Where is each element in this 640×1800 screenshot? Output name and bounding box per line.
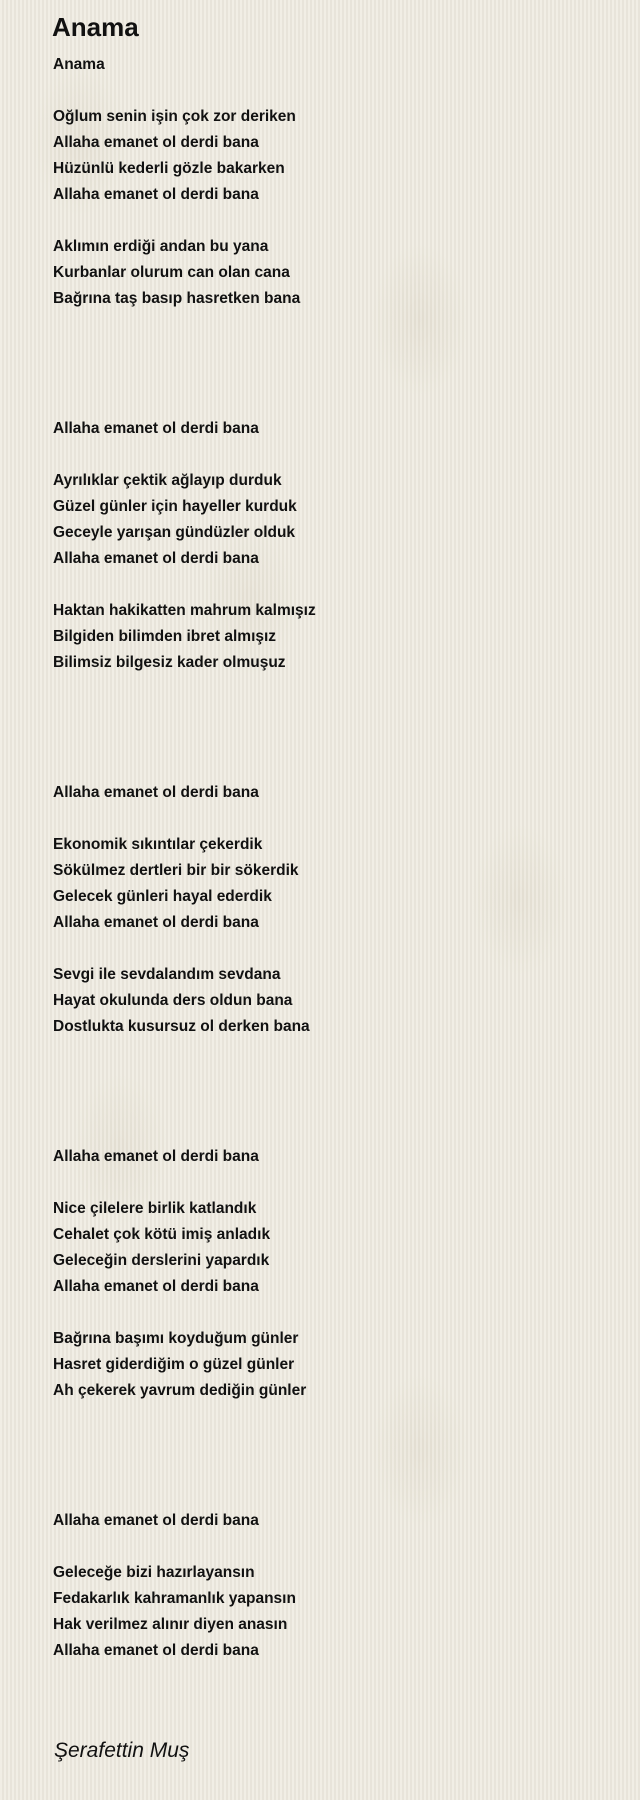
blank-line: [53, 312, 613, 338]
poem-line: Allaha emanet ol derdi bana: [53, 186, 259, 203]
poem-line: Bilgiden bilimden ibret almışız: [53, 628, 277, 645]
poem-author: Şerafettin Muş: [54, 1739, 190, 1762]
blank-line: [53, 338, 613, 364]
blank-line: [53, 78, 613, 104]
poem-line: Anama: [53, 56, 105, 73]
poem-body: [53, 52, 613, 1664]
blank-line: [53, 1534, 613, 1560]
blank-line: [53, 1456, 613, 1482]
poem-line: Ayrılıklar çektik ağlayıp durduk: [53, 472, 282, 489]
poem-line: Bilimsiz bilgesiz kader olmuşuz: [53, 654, 286, 671]
poem-line: Bağrına taş basıp hasretken bana: [53, 290, 301, 307]
blank-line: [53, 1430, 613, 1456]
blank-line: [53, 572, 613, 598]
poem-line: Ah çekerek yavrum dediğin günler: [53, 1382, 307, 1399]
blank-line: [53, 390, 613, 416]
poem-line: Allaha emanet ol derdi bana: [53, 1148, 259, 1165]
poem-line: Hayat okulunda ders oldun bana: [53, 992, 293, 1009]
poem-line: Gelecek günleri hayal ederdik: [53, 888, 272, 905]
blank-line: [53, 1482, 613, 1508]
blank-line: [53, 806, 613, 832]
poem-line: Aklımın erdiği andan bu yana: [53, 238, 269, 255]
poem-line: Nice çilelere birlik katlandık: [53, 1200, 257, 1217]
poem-line: Haktan hakikatten mahrum kalmışız: [53, 602, 316, 619]
poem-line: Dostlukta kusursuz ol derken bana: [53, 1018, 310, 1035]
blank-line: [53, 364, 613, 390]
poem-line: Oğlum senin işin çok zor deriken: [53, 108, 296, 125]
blank-line: [53, 1404, 613, 1430]
blank-line: [53, 1040, 613, 1066]
blank-line: [53, 1118, 613, 1144]
blank-line: [53, 442, 613, 468]
poem-line: Hak verilmez alınır diyen anasın: [53, 1616, 288, 1633]
poem-line: Allaha emanet ol derdi bana: [53, 914, 259, 931]
blank-line: [53, 676, 613, 702]
poem-line: Fedakarlık kahramanlık yapansın: [53, 1590, 296, 1607]
poem-line: Sevgi ile sevdalandım sevdana: [53, 966, 281, 983]
poem-line: Allaha emanet ol derdi bana: [53, 1278, 259, 1295]
poem-line: Geceyle yarışan gündüzler olduk: [53, 524, 296, 541]
poem-line: Cehalet çok kötü imiş anladık: [53, 1226, 271, 1243]
blank-line: [53, 728, 613, 754]
poem-line: Hasret giderdiğim o güzel günler: [53, 1356, 295, 1373]
poem-line: Geleceğin derslerini yapardık: [53, 1252, 270, 1269]
blank-line: [53, 754, 613, 780]
poem-line: Kurbanlar olurum can olan cana: [53, 264, 290, 281]
blank-line: [53, 1066, 613, 1092]
poem-line: Güzel günler için hayeller kurduk: [53, 498, 297, 515]
poem-line: Hüzünlü kederli gözle bakarken: [53, 160, 285, 177]
poem-line: Sökülmez dertleri bir bir sökerdik: [53, 862, 299, 879]
blank-line: [53, 208, 613, 234]
poem-line: Allaha emanet ol derdi bana: [53, 1512, 259, 1529]
poem-line: Allaha emanet ol derdi bana: [53, 784, 259, 801]
blank-line: [53, 936, 613, 962]
poem-line: Bağrına başımı koyduğum günler: [53, 1330, 299, 1347]
poem-line: Allaha emanet ol derdi bana: [53, 1642, 259, 1659]
poem-title: Anama: [52, 12, 139, 42]
poem-line: Allaha emanet ol derdi bana: [53, 420, 259, 437]
blank-line: [53, 1092, 613, 1118]
blank-line: [53, 1170, 613, 1196]
poem-line: Geleceğe bizi hazırlayansın: [53, 1564, 255, 1581]
poem-line: Allaha emanet ol derdi bana: [53, 550, 259, 567]
poem-line: Allaha emanet ol derdi bana: [53, 134, 259, 151]
blank-line: [53, 702, 613, 728]
poem-line: Ekonomik sıkıntılar çekerdik: [53, 836, 263, 853]
blank-line: [53, 1300, 613, 1326]
